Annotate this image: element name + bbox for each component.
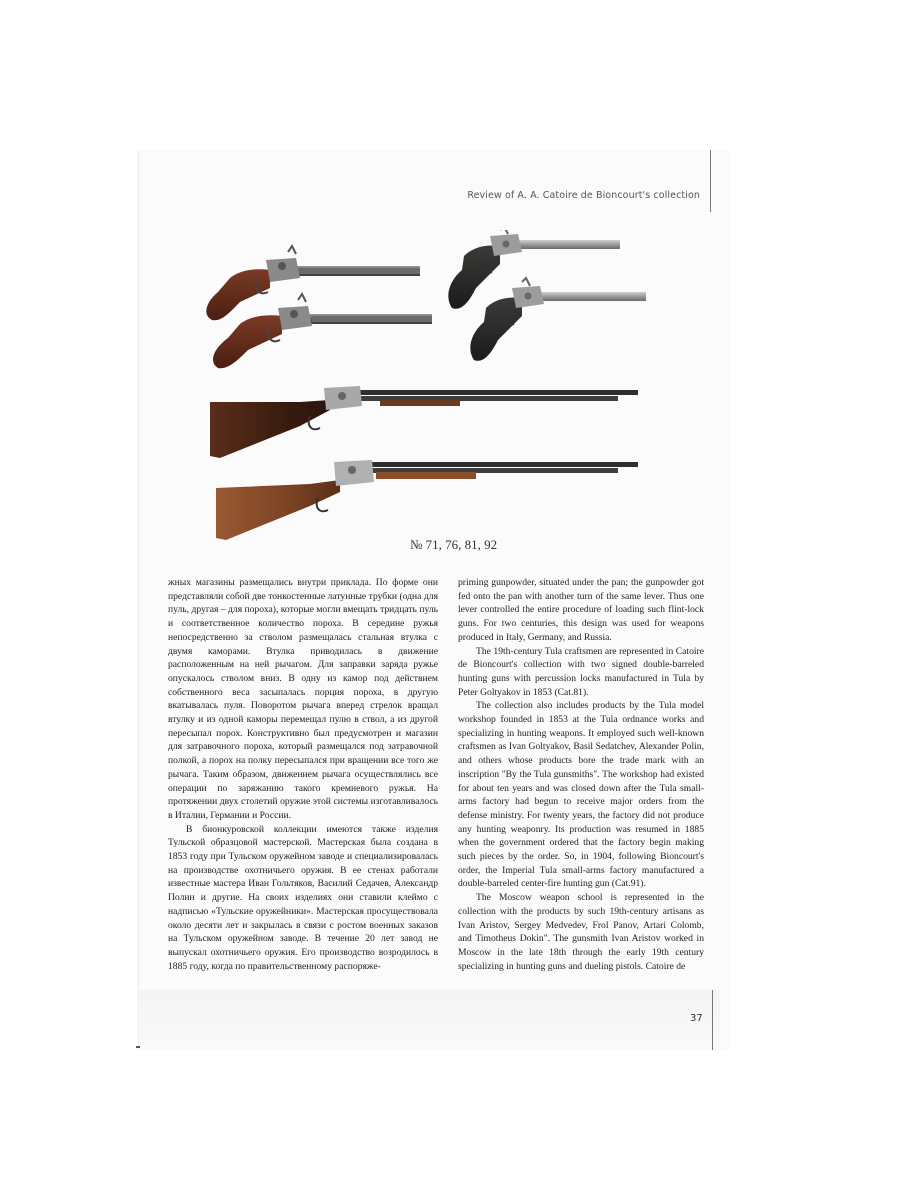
double-barreled-gun-2 [216,460,638,540]
figure-caption: № 71, 76, 81, 92 [410,537,498,552]
scan-mark [136,1046,140,1048]
flintlock-pistol-1 [206,246,420,320]
english-paragraph: The collection also includes products by the Tula model workshop founded in 1853 at the Tula ordnance works and specializing in hunting weapons. It employed such well-known craftsmen as Ivan Goltyakov, Basil Sedatchev, Alexander Polin, and others whose products bore the trade mark with an inscription "By the Tula gunsmiths". The workshop had existed for about ten years and was closed down after the Tula small-arms factory had begun to receive major orders from the defense ministry. For twenty years, the factory did not produce any hunting weaponry. Its production was resumed in 1885 when the government ordered that the factory begin making such pieces by the order. So, in 1904, following Bioncourt's order, the Imperial Tula small-arms factory manufactured a double-barreled center-fire hunting gun (Cat.91). [458,700,704,890]
english-paragraph: The 19th-century Tula craftsmen are represented in Catoire de Bioncourt's collection with two signed double-barreled hunting guns with percussion locks manufactured in Tula by Peter Goltyakov in 1853 (Cat.81). [458,645,704,698]
page-number: 37 [690,1013,703,1024]
running-header: Review of A. A. Catoire de Bioncourt's collection [467,190,700,201]
double-barreled-gun-1 [210,386,638,458]
flintlock-pistol-2 [213,294,432,368]
russian-text-column [168,576,438,973]
russian-paragraph: жных магазины размещались внутри приклада. По форме они представляли собой две тонкостенные латунные трубки (одна для пуль, другая – для пороха), которые могли вмещать тридцать пуль и соответственное количество пороха. В середине ружья непосредственно за стволом размещалась стальная втулка с двумя каморами. Втулка приводилась в движение расположенным на ней рычагом. Для заправки заряда ружье опускалось стволом вниз. В одну из камор под действием собственного веса засыпалась порция пороха, в другую вкатывалась пуля. Поворотом рычага вперед стрелок вращал втулку и из одной каморы перемещал пулю в ствол, а из другой пересыпал порох. Конструктивно был предусмотрен и магазин для затравочного пороха, который размещался под затравочной полкой, а порох на полку пересыпался при вращении все того же рычага. Таким образом, движением рычага осуществлялись все операции по заряжанию такого кремневого ружья. На протяжении двух столетий оружие этой системы изготавливалось в Италии, Германии и России. [168,577,438,821]
header-rule [710,150,711,212]
weapons-photograph [200,230,660,550]
english-paragraph: priming gunpowder, situated under the pan; the gunpowder got fed onto the pan with another turn of the same lever. Thus one lever controlled the entire procedure of loading such flint-lock guns. For two centuries, this design was used for weapons produced in Italy, Germany, and Russia. [458,577,704,643]
english-text-column [458,576,704,973]
weapons-illustration [200,230,660,550]
russian-paragraph: В бионкуровской коллекции имеются также изделия Тульской образцовой мастерской. Мастерская была создана в 1853 году при Тульском оружейном заводе и специализировалась на производстве охотничьего оружия. В ее стенах работали известные мастера Иван Гольтяков, Василий Седачев, Александр Полин и другие. На своих изделиях они ставили клеймо с надписью «Тульские оружейники». Мастерская просуществовала около десяти лет и закрылась в связи с ростом военных заказов на Тульском оружейном заводе. В течение 20 лет завод не выпускал охотничьего оружия. Его производство возродилось в 1885 году, когда по правительственному распоряже- [168,823,438,972]
scan-shadow [140,990,720,1050]
footer-rule [712,990,713,1050]
english-paragraph: The Moscow weapon school is represented in the collection with the products by such 19th-century artisans as Ivan Aristov, Sergey Medvedev, Frol Panov, Artari Colomb, and Timotheus Dokin". The gunsmith Ivan Aristov worked in Moscow in the late 18th through the early 19th century specializing in hunting guns and dueling pistols. Catoire de [458,892,704,972]
flintlock-pistol-4 [470,278,646,361]
